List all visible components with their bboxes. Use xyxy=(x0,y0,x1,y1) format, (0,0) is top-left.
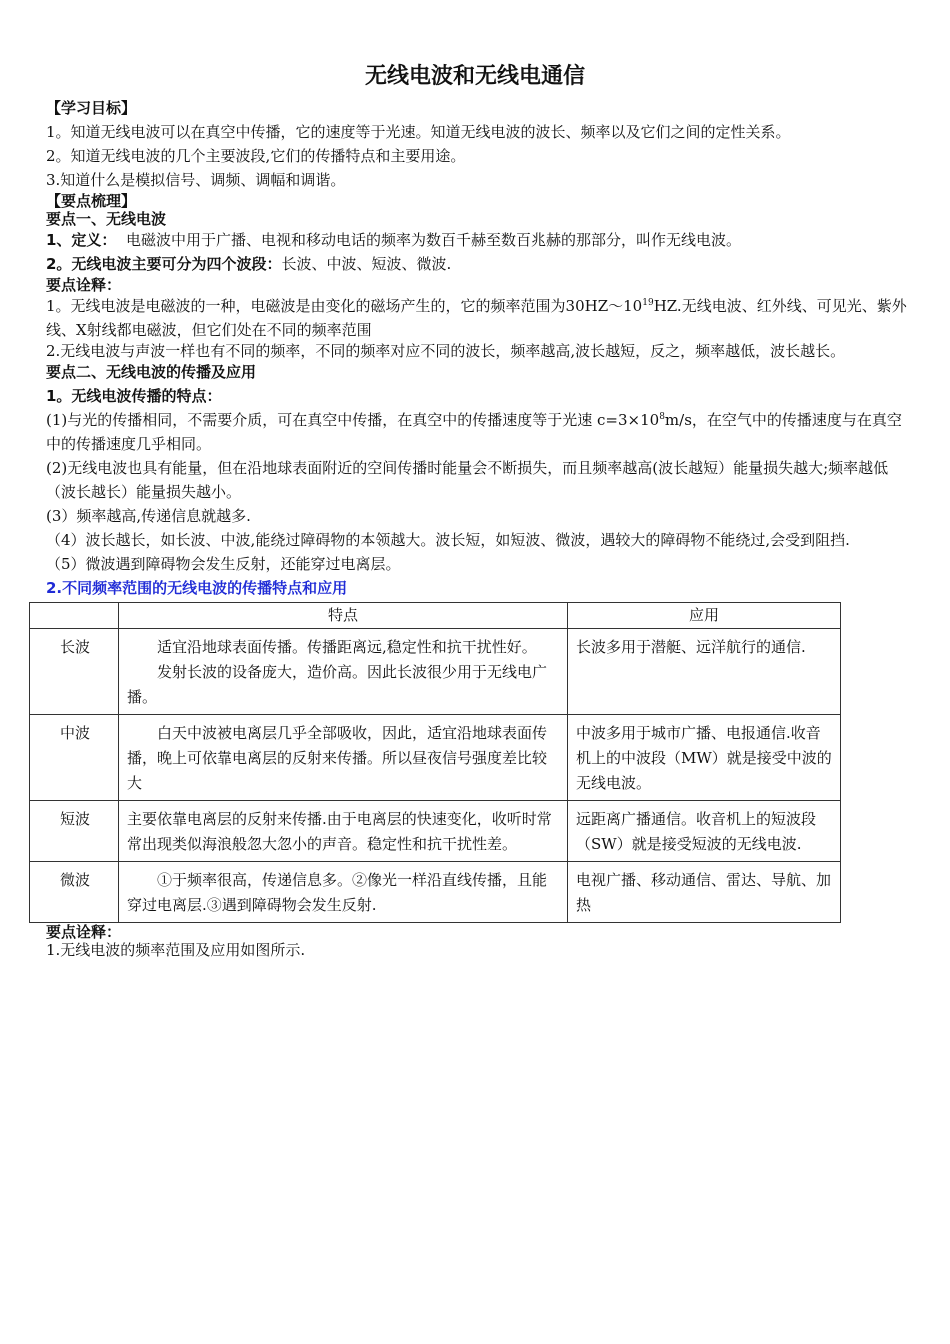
band-name: 中波 xyxy=(30,715,119,801)
propagation-item-1: (1)与光的传播相同，不需要介质，可在真空中传播，在真空中的传播速度等于光速 $c=3\times 10^8m/s$，在空气中的传播速度与在真空中的传播速度几乎相同。 xyxy=(46,411,902,453)
propagation-item-5: （5）微波遇到障碍物会发生反射，还能穿过电离层。 xyxy=(46,555,401,573)
band-applications: 长波多用于潜艇、远洋航行的通信. xyxy=(568,629,841,715)
definition-label: 1、定义： xyxy=(46,231,117,249)
light-speed-exponent: 8 xyxy=(659,412,665,422)
goal-3: 3.知道什么是模拟信号、调频、调幅和调谐。 xyxy=(46,171,346,189)
wave-band-table xyxy=(29,602,841,923)
summary-heading: 【要点梳理】 xyxy=(46,192,137,210)
band-features: 主要依靠电离层的反射来传播.由于电离层的快速变化，收听时常常出现类似海浪般忽大忽小的声音。稳定性和抗干扰性差。 xyxy=(119,801,568,862)
bands-label: 2。无线电波主要可分为四个波段： xyxy=(46,255,282,273)
goal-2: 2。知道无线电波的几个主要波段,它们的传播特点和主要用途。 xyxy=(46,147,466,165)
table-row xyxy=(30,629,841,715)
propagation-item-3: (3）频率越高,传递信息就越多. xyxy=(46,507,251,525)
band-features: 适宜沿地球表面传播。传播距离远,稳定性和抗干扰性好。 发射长波的设备庞大，造价高。因此长波很少用于无线电广播。 xyxy=(119,629,568,715)
note-2: 2.无线电波与声波一样也有不同的频率，不同的频率对应不同的波长，频率越高,波长越短，反之，频率越低，波长越长。 xyxy=(46,342,846,360)
goal-1: 1。知道无线电波可以在真空中传播，它的速度等于光速。知道无线电波的波长、频率以及它们之间的定性关系。 xyxy=(46,123,791,141)
band-features: ①于频率很高，传递信息多。②像光一样沿直线传播，且能穿过电离层.③遇到障碍物会发生反射. xyxy=(119,862,568,923)
band-name: 短波 xyxy=(30,801,119,862)
definition xyxy=(46,228,908,252)
propagation-item-4: （4）波长越长，如长波、中波,能绕过障碍物的本领越大。波长短，如短波、微波，遇较大的障碍物不能绕过,会受到阻挡. xyxy=(46,531,850,549)
table-row xyxy=(30,801,841,862)
goals-heading: 【学习目标】 xyxy=(46,99,137,117)
note-1-exponent: 19 xyxy=(642,298,654,308)
table-caption: 2.不同频率范围的无线电波的传播特点和应用 xyxy=(46,579,348,597)
note-1: 1。无线电波是电磁波的一种，电磁波是由变化的磁场产生的，它的频率范围为$30HZ\sim 10^{19}HZ$.无线电波、红外线、可见光、紫外线、X射线都电磁波，但它们处在不同的频率范围 xyxy=(46,297,907,339)
propagation-subheading: 1。无线电波传播的特点： xyxy=(46,387,222,405)
bands xyxy=(46,252,908,276)
propagation-item-2: (2)无线电波也具有能量，但在沿地球表面附近的空间传播时能量会不断损失，而且频率越高(波长越短）能量损失越大;频率越低（波长越长）能量损失越小。 xyxy=(46,459,889,501)
document-body xyxy=(46,96,908,959)
table-header-blank xyxy=(30,603,119,629)
table-header-row xyxy=(30,603,841,629)
band-features: 白天中波被电离层几乎全部吸收，因此，适宜沿地球表面传播，晚上可依靠电离层的反射来传播。所以昼夜信号强度差比较大 xyxy=(119,715,568,801)
band-name: 微波 xyxy=(30,862,119,923)
point1-heading: 要点一、无线电波 xyxy=(46,210,167,228)
notes1-heading: 要点诠释： xyxy=(46,276,122,294)
table-row xyxy=(30,862,841,923)
notes2-heading: 要点诠释： xyxy=(46,923,122,941)
band-applications: 电视广播、移动通信、雷达、导航、加热 xyxy=(568,862,841,923)
definition-text: 电磁波中用于广播、电视和移动电话的频率为数百千赫至数百兆赫的那部分，叫作无线电波。 xyxy=(125,231,741,249)
band-name: 长波 xyxy=(30,629,119,715)
point2-heading: 要点二、无线电波的传播及应用 xyxy=(46,363,257,381)
table-header-features: 特点 xyxy=(119,603,568,629)
page-title: 无线电波和无线电通信 xyxy=(364,64,585,89)
notes2-item-1: 1.无线电波的频率范围及应用如图所示. xyxy=(46,941,306,959)
bands-text: 长波、中波、短波、微波. xyxy=(281,255,452,273)
table-header-applications: 应用 xyxy=(568,603,841,629)
band-applications: 远距离广播通信。收音机上的短波段（SW）就是接受短波的无线电波. xyxy=(568,801,841,862)
table-row xyxy=(30,715,841,801)
band-applications: 中波多用于城市广播、电报通信.收音机上的中波段（MW）就是接受中波的无线电波。 xyxy=(568,715,841,801)
